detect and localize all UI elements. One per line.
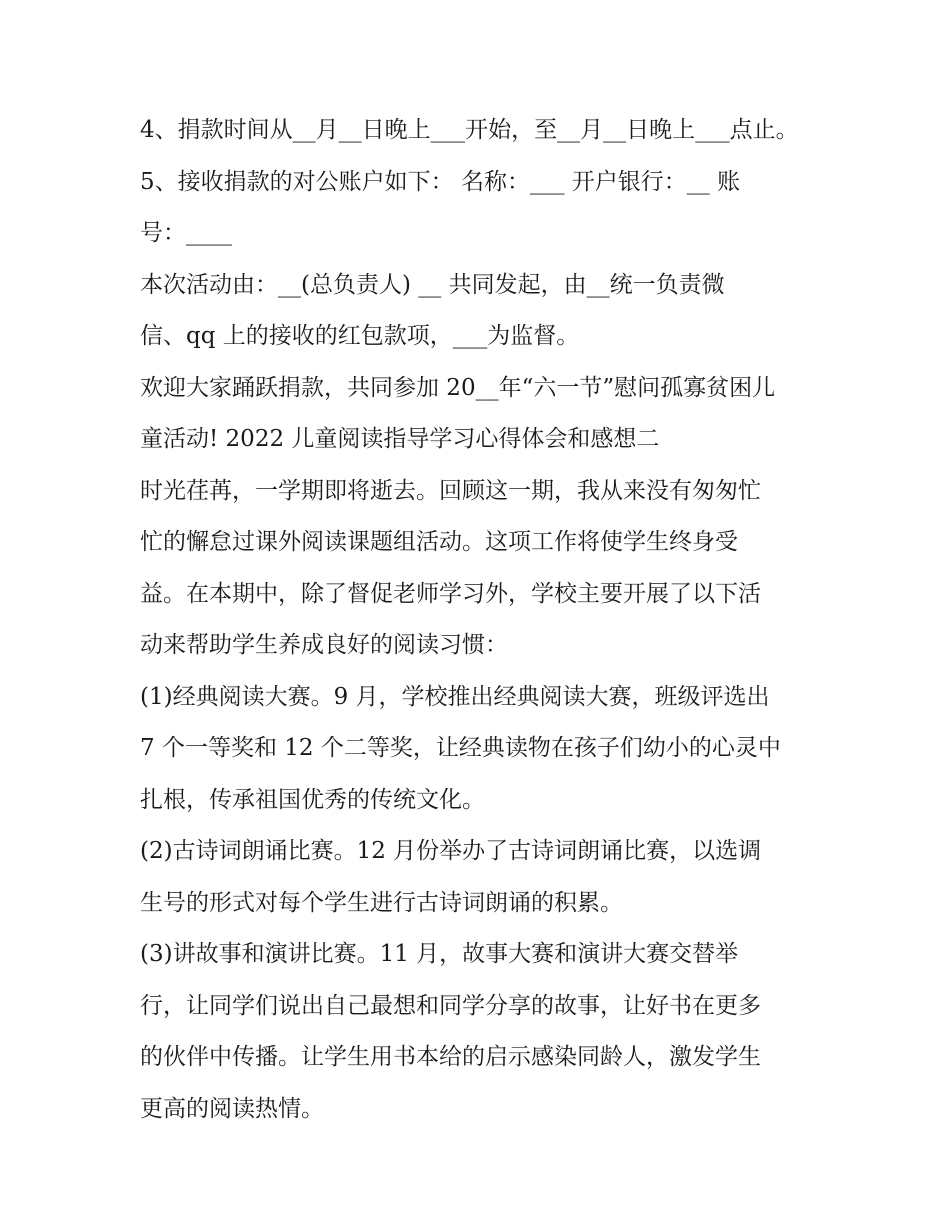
text-line: 忙的懈怠过课外阅读课题组活动。这项工作将使学生终身受 <box>140 529 738 555</box>
text-line: 益。在本期中，除了督促老师学习外，学校主要开展了以下活 <box>140 580 761 607</box>
text-line: 5、接收捐款的对公账户如下： 名称：___ 开户银行：__ 账 <box>140 168 741 195</box>
text-line: 更高的阅读热情。 <box>140 1095 324 1122</box>
text-line: 时光荏苒，一学期即将逝去。回顾这一期，我从来没有匆匆忙 <box>140 477 761 504</box>
text-line: 欢迎大家踊跃捐款，共同参加 20__年“六一节”慰问孤寡贫困儿 <box>140 374 776 401</box>
text-line: (3)讲故事和演讲比赛。11 月，故事大赛和演讲大赛交替举 <box>140 941 739 967</box>
text-line: (1)经典阅读大赛。9 月，学校推出经典阅读大赛，班级评选出 <box>140 683 770 710</box>
document-body <box>140 105 830 1135</box>
text-line: 的伙伴中传播。让学生用书本给的启示感染同龄人，激发学生 <box>140 1044 761 1070</box>
text-line: (2)古诗词朗诵比赛。12 月份举办了古诗词朗诵比赛，以选调 <box>140 838 762 864</box>
text-line: 7 个一等奖和 12 个二等奖，让经典读物在孩子们幼小的心灵中 <box>140 735 781 761</box>
text-line: 行，让同学们说出自己最想和同学分享的故事，让好书在更多 <box>140 992 761 1019</box>
text-line: 4、捐款时间从__月__日晚上___开始，至__月__日晚上___点止。 <box>140 117 799 143</box>
text-line: 信、qq 上的接收的红包款项，___为监督。 <box>140 323 580 349</box>
text-line: 童活动! 2022 儿童阅读指导学习心得体会和感想二 <box>140 426 660 452</box>
text-line: 号：____ <box>140 220 232 246</box>
text-line: 本次活动由：__(总负责人) __ 共同发起，由__统一负责微 <box>140 271 725 298</box>
text-line: 扎根，传承祖国优秀的传统文化。 <box>140 786 485 813</box>
text-line: 生号的形式对每个学生进行古诗词朗诵的积累。 <box>140 889 623 916</box>
text-line: 动来帮助学生养成良好的阅读习惯： <box>140 632 508 658</box>
